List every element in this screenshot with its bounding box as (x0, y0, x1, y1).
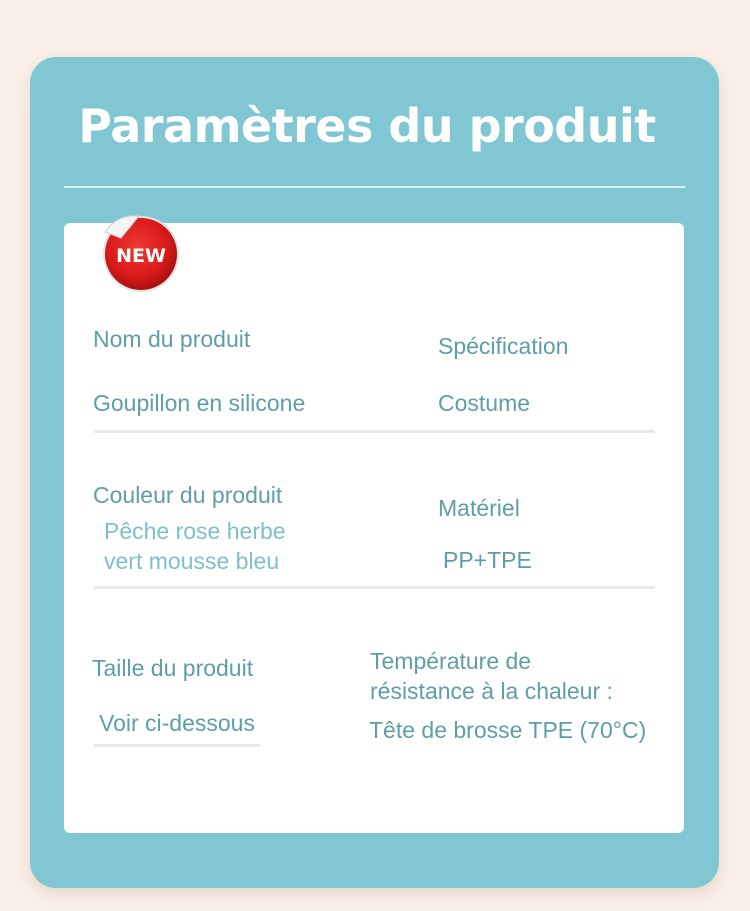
product-size-label: Taille du produit (92, 655, 254, 681)
heat-resistance-label-line1: Température de (370, 648, 532, 674)
title-divider (64, 186, 685, 188)
badge-label: NEW (116, 245, 166, 267)
heat-resistance-label-line2: résistance à la chaleur : (370, 678, 613, 704)
product-color-label: Couleur du produit (93, 482, 283, 508)
product-name-label: Nom du produit (93, 326, 251, 352)
row-divider (94, 744, 260, 747)
material-label: Matériel (438, 495, 520, 521)
product-color-value-line2: vert mousse bleu (104, 548, 280, 574)
material-value: PP+TPE (443, 547, 532, 573)
specification-label: Spécification (438, 333, 569, 359)
row-divider (94, 430, 655, 433)
product-color-value-line1: Pêche rose herbe (104, 518, 286, 544)
product-name-value: Goupillon en silicone (93, 390, 306, 416)
row-divider (94, 586, 655, 589)
specification-value: Costume (438, 390, 531, 416)
page-title: Paramètres du produit (78, 99, 656, 153)
new-badge-icon (99, 210, 183, 294)
product-size-value: Voir ci-dessous (99, 710, 255, 736)
heat-resistance-value: Tête de brosse TPE (70°C) (369, 717, 647, 743)
